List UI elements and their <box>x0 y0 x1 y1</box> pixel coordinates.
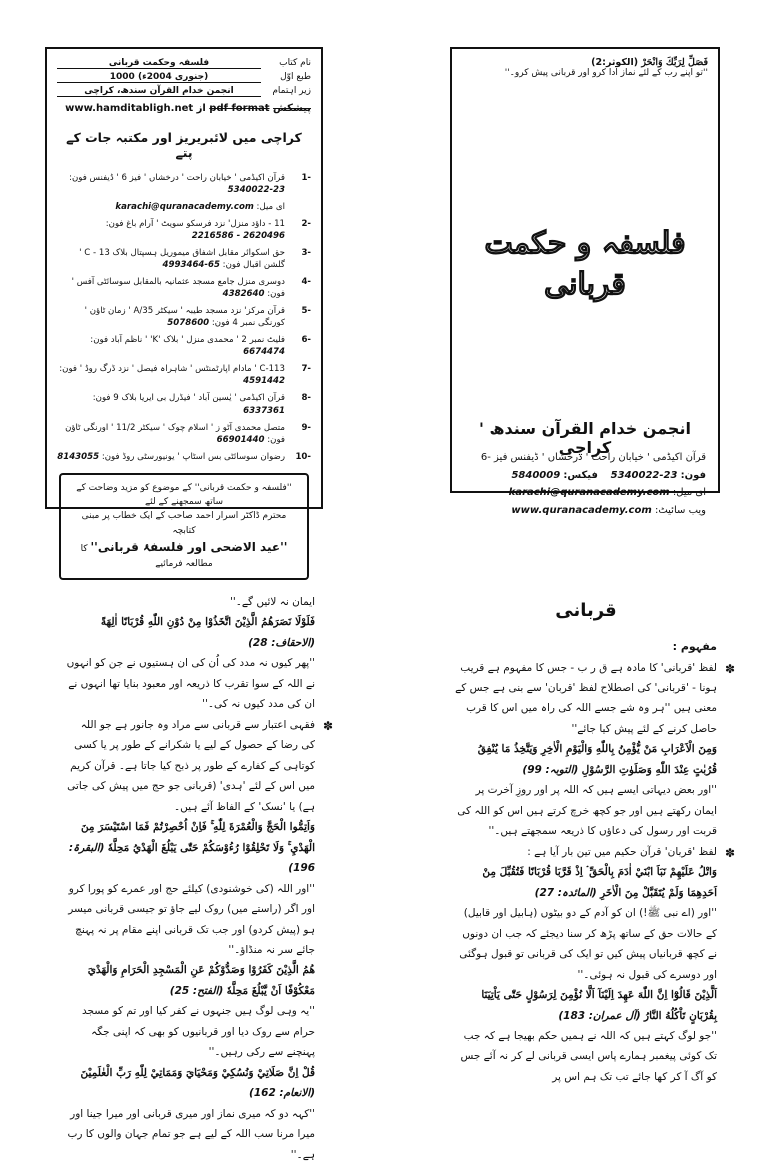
quran-verse <box>455 985 717 1026</box>
verse-ref: (الکوثر:2) <box>591 57 639 68</box>
list-number: -5 <box>301 306 311 317</box>
email-link[interactable]: karachi@quranacademy.com <box>508 487 670 498</box>
list-item <box>57 392 311 416</box>
cover-box <box>450 47 720 516</box>
verse-translation: ''تو اپنے رب کے لئے نماز ادا کرو اور قربانی پیش کرو۔'' <box>504 68 708 78</box>
note-tail: کا مطالعہ فرمائیے <box>80 544 213 570</box>
list-number: -7 <box>301 364 311 375</box>
verse-ref: (آل عمران: 183) <box>558 1009 641 1022</box>
list-number: -6 <box>301 335 311 346</box>
list-item <box>57 172 311 196</box>
paragraph <box>455 842 735 862</box>
list-number <box>289 201 311 213</box>
flower-bullet-icon: ✽ <box>724 845 735 860</box>
meta-value: فلسفہ وحکمت قربانی <box>57 58 261 69</box>
list-item <box>57 363 311 387</box>
translation: ''یہ وہی لوگ ہیں جنہوں نے کفر کیا اور تم کو مسجد حرام سے روک دیا اور قربانیوں کو بھی کہ اپنی جگہ پہنچنے سے رکی رہیں۔'' <box>81 1005 315 1059</box>
verse-ref: (المائدہ: 27) <box>534 886 597 899</box>
phone-number: 4591442 <box>243 376 285 387</box>
list-item <box>57 451 311 463</box>
email-link[interactable]: karachi@quranacademy.com <box>115 202 254 213</box>
credit-website-link[interactable]: www.hamditabligh.net <box>65 103 194 114</box>
quran-verse <box>65 612 315 653</box>
pdf-format: pdf format <box>209 103 270 114</box>
list-text: قرآن اکیڈمی ' یٰسین آباد ' فیڈرل بی ایریا بلاک 9 فون: <box>92 393 285 404</box>
verse-ref: (الانعام: 162) <box>249 1087 315 1100</box>
book-title <box>452 224 718 305</box>
list-number: -8 <box>301 393 311 404</box>
website-link[interactable]: www.quranacademy.com <box>511 504 652 516</box>
verse-ref: (البقرۃ: 196) <box>68 841 315 875</box>
phone-number: 5340022-23 <box>610 469 678 481</box>
list-text: حق اسکوائر مقابل اشفاق میموریل ہسپتال بلاک C - 13 ' گلشن اقبال فون: <box>79 248 285 271</box>
meta-value: (جنوری 2004ء) 1000 <box>57 72 261 83</box>
phone-line <box>464 467 706 485</box>
phone-number: 6674474 <box>243 347 285 358</box>
meta-label: نام کتاب <box>279 58 311 68</box>
quran-verse <box>455 862 717 903</box>
meta-value: انجمن خدام القرآن سندھ، کراچی <box>57 86 261 97</box>
translation: ''اور اللہ (کی خوشنودی) کیلئے حج اور عمرے کو پورا کرو اور اگر (راستے میں) روک لیے جاؤ تو جیسی قربانی میسر ہو (پیش کردو) اور جب تک قربانی اپنے مقام پر نہ پہنچ جائے سر نہ منڈاؤ۔'' <box>68 882 315 956</box>
title-line-1: فلسفہ و حکمت <box>484 226 686 261</box>
email-line <box>464 484 706 502</box>
quran-verse <box>455 739 717 780</box>
translation: ''پھر کیوں نہ مدد کی اُن کی ان ہستیوں نے جن کو انہوں نے اللہ کے سوا تقرب کا ذریعہ اور معبود بنایا تھا انہوں نے ان کی مدد کیوں نہ کی۔'' <box>66 657 315 711</box>
quran-verse <box>65 1063 315 1104</box>
list-item <box>57 218 311 242</box>
cover-verse <box>462 57 708 68</box>
list-item <box>57 247 311 271</box>
organization-name: انجمن خدام القرآن سندھ ' کراچی <box>479 419 691 457</box>
translation: ''اور (اے نبی ﷺ!) ان کو آدم کے دو بیٹوں (ہابیل اور قابیل) کے حالات حق کے ساتھ پڑھ کر سنا دیجئے کہ جب ان دونوں نے کچھ قربانیاں پیش کیں تو ایک کی قربانی تو قبول ہوگئی اور دوسرے کی قبول نہ ہوئی۔'' <box>459 907 717 981</box>
list-item <box>57 334 311 358</box>
list-text: قرآن مرکز' نزد مسجد طیبہ ' سیکٹر 35/A ' زمان ٹاؤن ' کورنگی نمبر 4 فون: <box>84 306 285 329</box>
verse-arabic: اَلَّذِيْنَ قَالُوْٓا اِنَّ اللّٰهَ عَهِدَ اِلَيْنَآ اَلَّا نُؤْمِنَ لِرَسُوْلٍ حَتّٰى يَاْتِيَنَا بِقُرْبَانٍ تَاْكُلُهُ النَّارُ <box>481 989 717 1022</box>
list-number: -3 <box>301 248 311 259</box>
pdf-from: از <box>196 103 206 114</box>
note-line: محترم ڈاکٹر اسرار احمد صاحب کے ایک خطاب پر مبنی کتابچہ <box>81 511 287 536</box>
phone-number: 66901440 <box>216 434 265 445</box>
fax-number: 5840009 <box>511 469 561 481</box>
list-number: -4 <box>301 277 311 288</box>
list-text: رضوان سوسائٹی بس اسٹاپ ' یونیورسٹی روڈ فون: <box>101 451 285 462</box>
list-text: C-113 ' مادام اپارٹمنٹس ' شاہراہ فیصل ' نزد ڈرگ روڈ ' فون: <box>59 364 285 375</box>
phone-number: 4382640 <box>222 289 265 300</box>
meta-row-publisher <box>57 86 311 97</box>
list-text: 11 - داؤد منزل' نزد فرسکو سویٹ ' آرام باغ فون: <box>105 219 285 230</box>
translation: ''جو لوگ کہتے ہیں کہ اللہ نے ہمیں حکم بھیجا ہے کہ جب تک کوئی پیغمبر ہمارے پاس ایسی قربانی لے کر نہ آئے جس کو آگ آ کر کھا جائے تب تک ہم اس پر <box>460 1029 717 1083</box>
phone-number: 2216586 - 2620496 <box>191 231 285 242</box>
page-title: قربانی <box>555 600 617 621</box>
paragraph: ایمان نہ لائیں گے۔'' <box>229 596 315 608</box>
pdf-prefix: پیشکش <box>273 103 311 114</box>
list-text: دوسری منزل جامع مسجد عثمانیہ بالمقابل سوسائٹی آفس ' فون: <box>71 277 285 300</box>
phone-number: 4993464-65 <box>162 260 220 271</box>
address: قرآن اکیڈمی ' خیابان راحت ' درخشاں ' ڈیفنس فیز -6 <box>480 452 706 463</box>
section-heading: مفہوم : <box>672 640 717 654</box>
paragraph-text: لفظ 'قربان' قرآن حکیم میں تین بار آیا ہے : <box>527 845 717 858</box>
verse-arabic: قُلْ اِنَّ صَلَاتِيْ وَنُسُكِيْ وَمَحْيَايَ وَمَمَاتِيْ لِلّٰهِ رَبِّ الْعٰلَمِيْنَ <box>80 1066 315 1079</box>
translation: ''اور بعض دیہاتی ایسے ہیں کہ اللہ پر اور روزِ آخرت پر ایمان رکھتے ہیں اور جو کچھ خرچ کرتے ہیں اس کو اللہ کی قربت اور رسول کی دعاؤں کا ذریعہ سمجھتے ہیں۔'' <box>457 784 717 838</box>
email-label: ای میل: <box>672 487 706 498</box>
verse-ref: (التوبہ: 99) <box>522 763 579 776</box>
flower-bullet-icon: ✽ <box>724 661 735 676</box>
paragraph <box>65 715 333 817</box>
verse-arabic: فَلَوْلَا نَصَرَهُمُ الَّذِيْنَ اتَّخَذُوْا مِنْ دُوْنِ اللّٰهِ قُرْبَانًا اٰلِهَةً <box>100 616 315 629</box>
note-title: ''عید الاضحی اور فلسفۂ قربانی'' <box>90 540 288 555</box>
list-number: -2 <box>301 219 311 230</box>
meta-row-title <box>57 58 311 69</box>
phone-number: 8143055 <box>57 451 100 462</box>
website-line <box>464 502 706 520</box>
quran-verse <box>65 817 315 878</box>
left-page <box>65 592 333 1165</box>
verse-arabic: هُمُ الَّذِيْنَ كَفَرُوْا وَصَدُّوْكُمْ عَنِ الْمَسْجِدِ الْحَرَامِ وَالْهَدْيَ مَعْكُوْفًا اَنْ يَّبْلُغَ مَحِلَّهٗ <box>87 964 315 997</box>
phone-number: 6337361 <box>243 405 285 416</box>
paragraph-text: فقہی اعتبار سے قربانی سے مراد وہ جانور ہے جو اللہ کی رضا کے حصول کے لیے یا شکرانے کے طور پر یا کسی کوتاہی کے کفارے کے طور پر ذبح کیا جاتا ہے۔ قرآن کریم میں اس کے لئے 'ہدی' (قربانی جو حج میں پیش کی جاتی ہے) یا 'نسک' کے الفاظ آئے ہیں۔ <box>67 718 315 813</box>
library-heading: کراچی میں لائبریریز اور مکتبہ جات کے پتے <box>66 130 302 160</box>
list-number: -9 <box>301 422 311 433</box>
fax-label: فیکس: <box>563 469 598 481</box>
verse-ref: (الفتح: 25) <box>169 984 224 997</box>
list-item <box>57 422 311 446</box>
meta-label: طبع اوّل <box>280 72 311 82</box>
list-item <box>57 305 311 329</box>
publication-info-box <box>45 47 323 570</box>
verse-arabic: فَصَلِّ لِرَبِّكَ وَانْحَرْ <box>641 57 708 68</box>
right-page <box>455 593 735 1087</box>
list-item <box>57 201 311 213</box>
phone-number: 5340022-23 <box>227 185 285 196</box>
verse-arabic: وَمِنَ الْاَعْرَابِ مَنْ يُّؤْمِنُ بِاللّٰهِ وَالْيَوْمِ الْاٰخِرِ وَيَتَّخِذُ مَا يُنْفِقُ قُرُبٰتٍ عِنْدَ اللّٰهِ وَصَلَوٰتِ الرَّسُوْلِ <box>477 743 717 776</box>
note-line: ''فلسفہ و حکمت قربانی'' کے موضوع کو مزید وضاحت کے ساتھ سمجھنے کے لئے <box>76 482 292 508</box>
list-text: فلیٹ نمبر 2 ' محمدی منزل ' بلاک 'K' ' ناظم آباد فون: <box>90 335 285 346</box>
list-item <box>57 276 311 300</box>
translation: ''کہہ دو کہ میری نماز اور میری قربانی اور میرا جینا اور میرا مرنا سب اللہ کے لیے ہے جو تمام جہان والوں کا رب ہے۔'' <box>67 1107 315 1161</box>
library-list <box>57 172 311 463</box>
list-number: -1 <box>301 173 311 183</box>
list-number: -10 <box>295 451 311 462</box>
website-label: ویب سائیٹ: <box>654 504 706 516</box>
list-text: قرآن اکیڈمی ' خیابان راحت ' درخشاں ' فیز 6 ' ڈیفنس فون: <box>69 173 285 183</box>
quran-verse <box>65 960 315 1001</box>
meta-label: زیر اہتمام <box>272 86 311 96</box>
list-text: متصل محمدی آٹو ز ' اسلام چوک ' سیکٹر 11/2 ' اورنگی ٹاؤن فون: <box>65 422 285 445</box>
flower-bullet-icon: ✽ <box>322 718 333 733</box>
verse-arabic: وَاتْلُ عَلَيْهِمْ نَبَاَ ابْنَيْ اٰدَمَ بِالْحَقِّ ۘ اِذْ قَرَّبَا قُرْبَانًا فَتُقُبِّلَ مِنْ اَحَدِهِمَا وَلَمْ يُتَقَبَّلْ مِنَ الْاٰخَرِ <box>482 866 717 899</box>
title-line-2: قربانی <box>544 266 626 302</box>
organization-contacts <box>464 449 706 519</box>
paragraph-text: لفظ 'قربانی' کا مادہ ہے ق ر ب - جس کا مفہوم ہے قریب ہونا - 'قربانی' کی اصطلاح لفظ 'قربان' سے بنی ہے جس کے معنی ہیں ''ہر وہ شے جسے اللہ کی راہ میں اس کا قرب حاصل کرنے کے لئے پیش کیا جائے'' <box>455 661 717 735</box>
list-text: ای میل: <box>256 202 285 213</box>
reading-note <box>59 473 309 580</box>
paragraph <box>455 658 735 740</box>
meta-row-edition <box>57 72 311 83</box>
phone-number: 5078600 <box>167 318 210 329</box>
verse-arabic: وَاَتِمُّوا الْحَجَّ وَالْعُمْرَةَ لِلّٰهِ ۚ فَاِنْ اُحْصِرْتُمْ فَمَا اسْتَيْسَرَ مِنَ الْهَدْيِ ۚ وَلَا تَحْلِقُوْا رُءُوْسَكُمْ حَتّٰى يَبْلُغَ الْهَدْيُ مَحِلَّهٗ <box>80 821 315 854</box>
verse-ref: (الاحقاف: 28) <box>248 636 315 649</box>
pdf-credit <box>57 103 311 114</box>
phone-label: فون: <box>680 469 706 481</box>
